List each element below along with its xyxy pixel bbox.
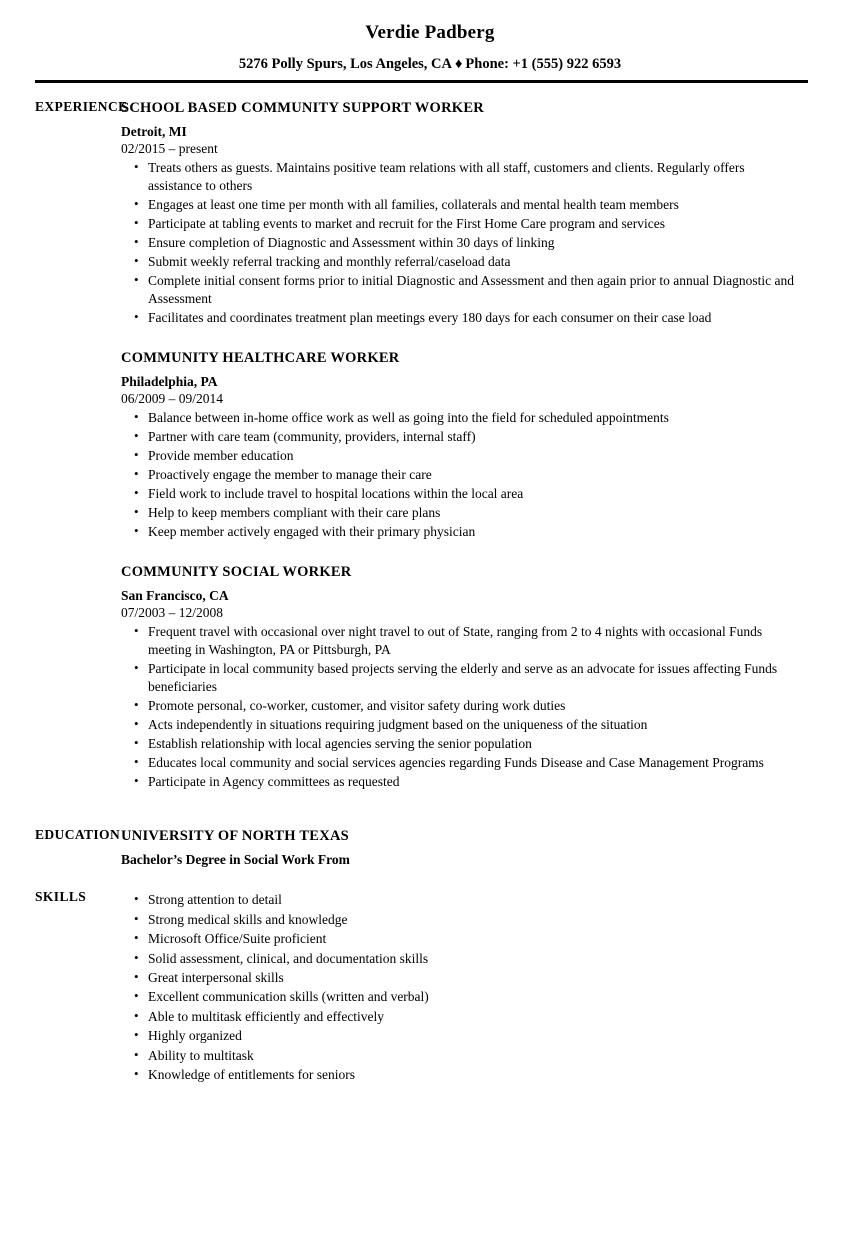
education-section	[0, 827, 860, 868]
skill-bullet: • Able to multitask efficiently and effectively	[121, 1008, 800, 1026]
job-dates: 02/2015 – present	[121, 140, 218, 156]
experience-section	[0, 99, 860, 791]
job-bullet: • Balance between in-home office work as well as going into the field for scheduled appointments	[121, 409, 800, 427]
job-bullet-list	[121, 409, 800, 541]
job-bullet: • Establish relationship with local agencies serving the senior population	[121, 735, 800, 753]
job-bullet: • Proactively engage the member to manage their care	[121, 466, 800, 484]
job-bullet: • Participate in Agency committees as requested	[121, 773, 800, 791]
skill-bullet: • Strong medical skills and knowledge	[121, 911, 800, 929]
skill-bullet: • Ability to multitask	[121, 1047, 800, 1065]
experience-body	[121, 99, 860, 791]
job-dates: 06/2009 – 09/2014	[121, 390, 224, 406]
job-entry	[121, 99, 800, 327]
job-bullet: • Acts independently in situations requiring judgment based on the uniqueness of the situation	[121, 716, 800, 734]
header-divider	[35, 80, 808, 83]
skill-bullet: • Solid assessment, clinical, and documentation skills	[121, 950, 800, 968]
job-bullet: • Provide member education	[121, 447, 800, 465]
job-bullet: • Facilitates and coordinates treatment plan meetings every 180 days for each consumer on their case load	[121, 309, 800, 327]
skill-bullet: • Microsoft Office/Suite proficient	[121, 930, 800, 948]
section-label-experience: EXPERIENCE	[35, 98, 128, 114]
job-bullet: • Promote personal, co-worker, customer, and visitor safety during work duties	[121, 697, 800, 715]
job-bullet: • Submit weekly referral tracking and monthly referral/caseload data	[121, 253, 800, 271]
job-bullet: • Treats others as guests. Maintains positive team relations with all staff, customers and clients. Regularly offers assistance to others	[121, 159, 800, 195]
skill-bullet: • Highly organized	[121, 1027, 800, 1045]
diamond-separator-icon: ♦	[455, 55, 463, 72]
job-dates: 07/2003 – 12/2008	[121, 605, 224, 621]
job-location: San Francisco, CA	[121, 587, 229, 603]
job-bullet: • Participate in local community based projects serving the elderly and serve as an advocate for issues affecting Funds beneficiaries	[121, 660, 800, 696]
skills-bullet-list	[121, 891, 800, 1084]
job-bullet: • Ensure completion of Diagnostic and Assessment within 30 days of linking	[121, 234, 800, 252]
job-bullet: • Complete initial consent forms prior to initial Diagnostic and Assessment and then again prior to annual Diagnostic and Assessment	[121, 272, 800, 308]
job-bullet: • Field work to include travel to hospital locations within the local area	[121, 485, 800, 503]
skill-bullet: • Great interpersonal skills	[121, 969, 800, 987]
job-bullet: • Help to keep members compliant with their care plans	[121, 504, 800, 522]
job-bullet: • Frequent travel with occasional over night travel to out of State, ranging from 2 to 4 nights with occasional Funds meeting in Washington, PA or Pittsburgh, PA	[121, 623, 800, 659]
job-bullet-list	[121, 623, 800, 791]
job-bullet: • Participate at tabling events to market and recruit for the First Home Care program and services	[121, 215, 800, 233]
job-entry	[121, 349, 800, 541]
candidate-address: 5276 Polly Spurs, Los Angeles, CA	[238, 55, 453, 72]
skill-bullet: • Knowledge of entitlements for seniors	[121, 1066, 800, 1084]
job-bullet: • Engages at least one time per month with all families, collaterals and mental health team members	[121, 196, 800, 214]
section-label-education: EDUCATION	[35, 826, 121, 842]
job-title: COMMUNITY SOCIAL WORKER	[121, 563, 352, 580]
candidate-name: Verdie Padberg	[365, 22, 495, 43]
education-school: UNIVERSITY OF NORTH TEXAS	[121, 827, 349, 844]
candidate-phone: Phone: +1 (555) 922 6593	[465, 55, 622, 72]
skill-bullet: • Excellent communication skills (written and verbal)	[121, 988, 800, 1006]
candidate-contact-line	[0, 56, 860, 73]
job-location: Detroit, MI	[121, 123, 187, 139]
job-entry	[121, 563, 800, 791]
job-bullet: • Educates local community and social services agencies regarding Funds Disease and Case Management Programs	[121, 754, 800, 772]
skill-bullet: • Strong attention to detail	[121, 891, 800, 909]
education-degree: Bachelor’s Degree in Social Work From	[121, 851, 350, 867]
section-label-skills: SKILLS	[35, 889, 87, 905]
job-bullet: • Partner with care team (community, providers, internal staff)	[121, 428, 800, 446]
skills-body	[121, 889, 860, 1084]
job-bullet-list	[121, 159, 800, 327]
skills-section	[0, 889, 860, 1084]
resume-header	[0, 0, 860, 83]
education-body	[121, 827, 860, 868]
job-bullet: • Keep member actively engaged with their primary physician	[121, 523, 800, 541]
job-title: SCHOOL BASED COMMUNITY SUPPORT WORKER	[121, 99, 484, 116]
job-title: COMMUNITY HEALTHCARE WORKER	[121, 349, 400, 366]
job-location: Philadelphia, PA	[121, 373, 218, 389]
